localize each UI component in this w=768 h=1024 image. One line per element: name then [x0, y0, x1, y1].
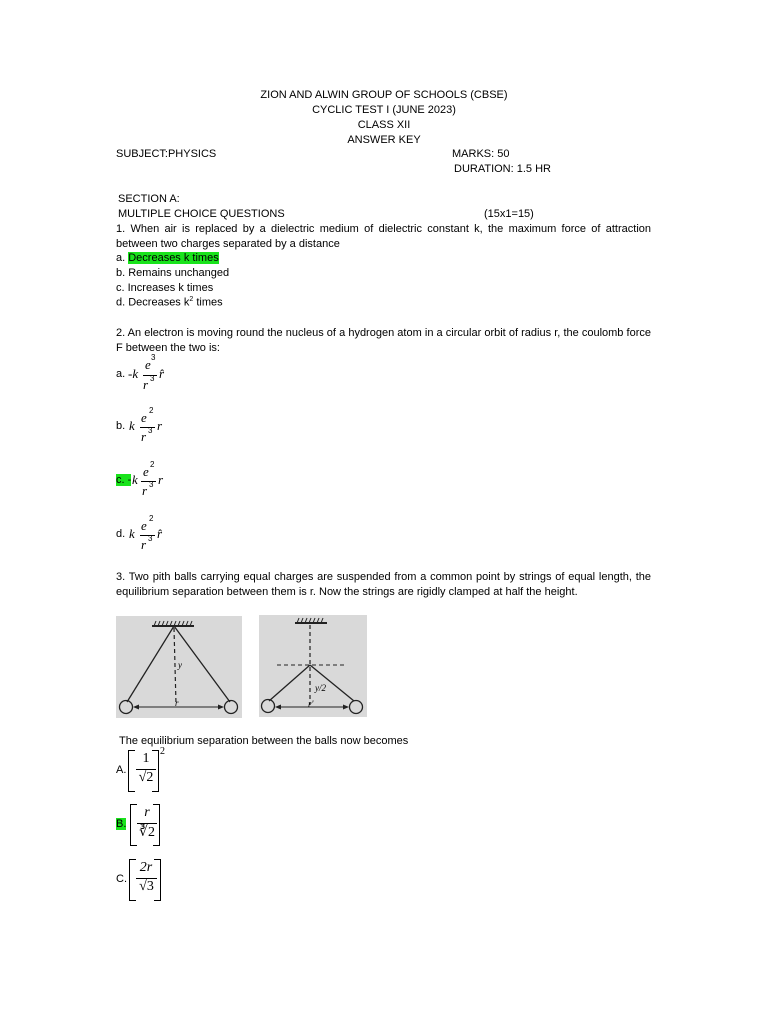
q1-option-b: b. Remains unchanged — [116, 267, 230, 279]
q3-option-A-left-bracket — [128, 750, 135, 792]
q2-option-a-num: e — [145, 357, 151, 372]
question-1-text: 1. When air is replaced by a dielectric medium of dielectric constant k, the maximum force of attraction between two charges separated by a distance — [116, 223, 651, 250]
q3-option-A-den: √2 — [138, 770, 154, 785]
q2-option-a-num-exp: 3 — [151, 353, 156, 362]
q2-option-a-den-exp: 3 — [150, 374, 155, 383]
q2-option-d-label: d. — [116, 528, 126, 540]
q2-option-a-coef: -k — [128, 366, 139, 381]
q2-option-b-coef: k — [129, 418, 135, 433]
fig1-height-label: y — [178, 660, 182, 670]
q3-option-B-num: r — [144, 805, 150, 820]
q1-option-a-answer: Decreases k times — [128, 252, 219, 264]
q2-option-c-num: e — [143, 464, 149, 479]
fig2-separation-label: r' — [308, 699, 314, 709]
school-name: ZION AND ALWIN GROUP OF SCHOOLS (CBSE) — [260, 89, 508, 101]
q1-option-d-sup: 2 — [189, 296, 194, 303]
section-title: SECTION A: — [118, 193, 180, 205]
test-name: CYCLIC TEST I (JUNE 2023) — [312, 104, 456, 116]
q2-option-c-num-exp: 2 — [150, 460, 155, 469]
fig2-height-label: y/2 — [315, 683, 326, 693]
q2-option-d-num: e — [141, 518, 147, 533]
q1-option-d — [116, 296, 223, 309]
answer-key-label: ANSWER KEY — [347, 134, 421, 146]
q2-option-d-den: r — [141, 537, 147, 552]
duration-label: DURATION: 1.5 HR — [454, 163, 551, 175]
question-2-text: 2. An electron is moving round the nucleus of a hydrogen atom in a circular orbit of radius r, the coulomb force F between the two is: — [116, 327, 651, 354]
section-subtitle: MULTIPLE CHOICE QUESTIONS — [118, 208, 285, 220]
question-3-text: 3. Two pith balls carrying equal charges are suspended from a common point by strings of equal length, the equilibrium separation between them is r. Now the strings are rigidly clamped at half the height. — [116, 571, 651, 598]
q2-option-b-num: e — [141, 410, 147, 425]
q2-option-b-den-exp: 3 — [148, 426, 153, 435]
q3-option-A-label: A. — [116, 764, 127, 776]
q2-option-a-label: a. — [116, 368, 126, 380]
subject-label: SUBJECT:PHYSICS — [116, 148, 217, 160]
q3-option-A-num: 1 — [142, 751, 150, 766]
marks-label: MARKS: 50 — [452, 148, 510, 160]
q2-option-c-den-exp: 3 — [149, 480, 154, 489]
q1-option-d-post: times — [193, 296, 223, 309]
q1-option-d-pre: d. Decreases k — [116, 296, 190, 309]
pendulum-figure-half-height — [259, 615, 367, 717]
q2-option-b-vec: r⃗ — [157, 418, 173, 433]
q3-option-C-num: 2r — [139, 860, 153, 875]
q2-option-d-vec: r̂ — [157, 526, 163, 541]
q2-option-a-vec: r̂ — [159, 366, 165, 381]
q2-option-a-den: r — [143, 377, 149, 392]
q2-option-d-coef: k — [129, 526, 135, 541]
q3-option-A-exp: 2 — [160, 746, 165, 757]
q3-option-B-den: ∛2 — [139, 825, 155, 840]
fig1-separation-label: r — [175, 698, 179, 708]
q2-option-d-den-exp: 3 — [148, 534, 153, 543]
q2-option-b-den: r — [141, 429, 147, 444]
q2-option-b-num-exp: 2 — [149, 406, 154, 415]
q1-option-a-label: a. — [116, 252, 129, 264]
q3-option-B-left-bracket — [130, 804, 137, 846]
class-name: CLASS XII — [357, 119, 411, 131]
q3-option-C-den: √3 — [139, 879, 154, 894]
question-3-prompt: The equilibrium separation between the balls now becomes — [119, 735, 409, 747]
q2-option-c-coef: k — [132, 472, 138, 487]
q3-option-B-label: B. — [116, 818, 127, 830]
q1-option-a — [116, 252, 219, 264]
q2-option-c-label: c. - — [116, 474, 132, 486]
q3-option-C-label: C. — [116, 873, 127, 885]
q2-option-c-vec: r⃗ — [158, 472, 174, 487]
section-marks: (15x1=15) — [484, 208, 534, 220]
q2-option-d-num-exp: 2 — [149, 514, 154, 523]
q2-option-c-den: r — [142, 483, 148, 498]
q1-option-c: c. Increases k times — [116, 282, 214, 294]
q2-option-b-label: b. — [116, 420, 126, 432]
pendulum-figure-full-height — [116, 616, 242, 718]
